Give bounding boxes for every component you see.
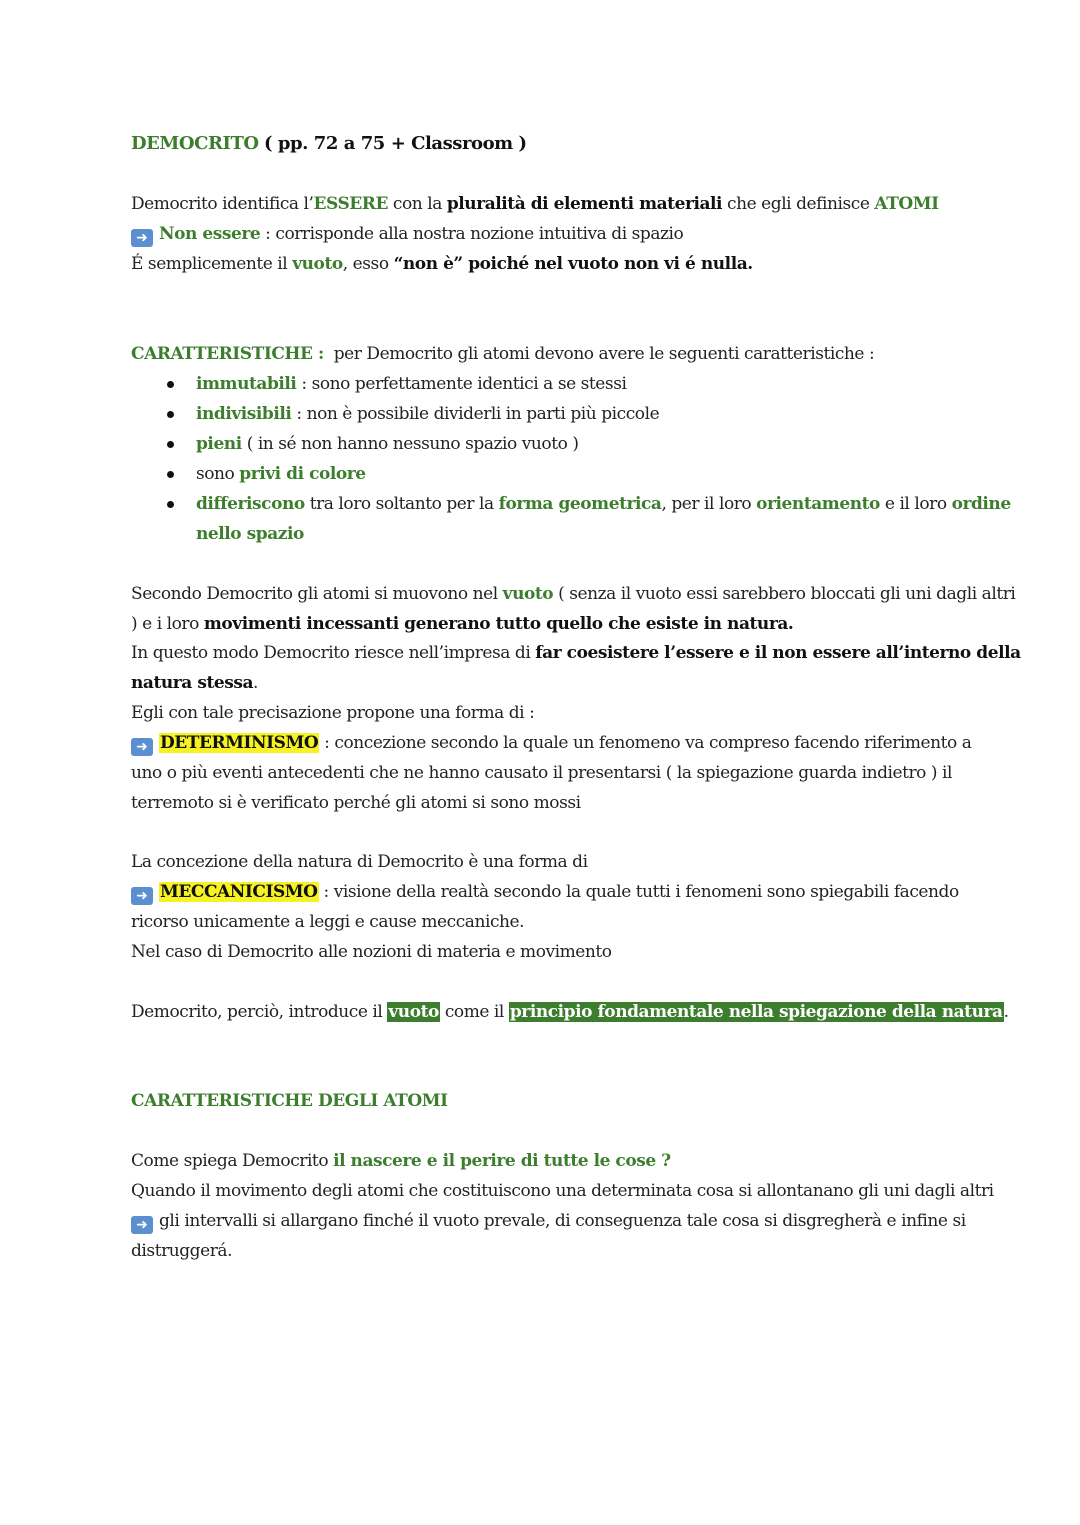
movimento-line-8: terremoto si è verificato perché gli atomi si sono mossi: [131, 793, 581, 813]
movimento-line-1: Secondo Democrito gli atomi si muovono nel vuoto ( senza il vuoto essi sarebbero bloccati gli uni dagli altri: [131, 584, 1016, 604]
intro-line-1: Democrito identifica l’ESSERE con la pluralità di elementi materiali che egli definisce ATOMI: [131, 194, 939, 214]
atomi-heading: CARATTERISTICHE DEGLI ATOMI: [131, 1091, 448, 1111]
intro-line-3: É semplicemente il vuoto, esso “non è” poiché nel vuoto non vi é nulla.: [131, 254, 753, 274]
right-arrow-icon: ➜: [131, 229, 153, 247]
atomi-line-1: Come spiega Democrito il nascere e il perire di tutte le cose ?: [131, 1151, 671, 1171]
right-arrow-icon: ➜: [131, 738, 153, 756]
bullet-icon: [167, 381, 174, 388]
list-item: differiscono tra loro soltanto per la forma geometrica, per il loro orientamento e il loro ordine: [196, 494, 1011, 514]
bullet-icon: [167, 441, 174, 448]
meccanicismo-line-3: ricorso unicamente a leggi e cause meccaniche.: [131, 912, 525, 932]
determinismo-term: DETERMINISMO: [160, 733, 319, 753]
list-item: indivisibili : non è possibile dividerli in parti più piccole: [196, 404, 660, 424]
bullet-icon: [167, 471, 174, 478]
bullet-icon: [167, 411, 174, 418]
bullet-icon: [167, 501, 174, 508]
movimento-line-2: ) e i loro movimenti incessanti generano tutto quello che esiste in natura.: [131, 614, 794, 634]
page-title: [131, 133, 527, 155]
atomi-line-2: Quando il movimento degli atomi che costituiscono una determinata cosa si allontanano gli uni dagli altri: [131, 1181, 994, 1201]
movimento-line-7: uno o più eventi antecedenti che ne hanno causato il presentarsi ( la spiegazione guarda indietro ) il: [131, 763, 953, 783]
conclusione-line: Democrito, perciò, introduce il vuoto come il principio fondamentale nella spiegazione della natura.: [131, 1002, 1009, 1022]
intro-line-2: ➜ Non essere : corrisponde alla nostra nozione intuitiva di spazio: [131, 223, 683, 247]
list-item-continuation: nello spazio: [196, 524, 304, 544]
atomi-line-4: distruggerá.: [131, 1241, 233, 1261]
list-item: pieni ( in sé non hanno nessuno spazio vuoto ): [196, 434, 579, 454]
meccanicismo-term: MECCANICISMO: [160, 882, 318, 902]
meccanicismo-line-4: Nel caso di Democrito alle nozioni di materia e movimento: [131, 942, 612, 962]
list-item: sono privi di colore: [196, 464, 366, 484]
right-arrow-icon: ➜: [131, 1216, 153, 1234]
list-item: immutabili : sono perfettamente identici a se stessi: [196, 374, 627, 394]
right-arrow-icon: ➜: [131, 887, 153, 905]
title-ref: ( pp. 72 a 75 + Classroom ): [263, 133, 527, 154]
movimento-line-3: In questo modo Democrito riesce nell’impresa di far coesistere l’essere e il non essere all’interno della: [131, 643, 1021, 663]
atomi-line-3: ➜ gli intervalli si allargano finché il vuoto prevale, di conseguenza tale cosa si disgregherà e infine si: [131, 1210, 966, 1234]
movimento-line-5: Egli con tale precisazione propone una forma di :: [131, 703, 535, 723]
title-name: DEMOCRITO: [131, 133, 259, 154]
meccanicismo-line-1: La concezione della natura di Democrito è una forma di: [131, 852, 588, 872]
meccanicismo-line: ➜ MECCANICISMO : visione della realtà secondo la quale tutti i fenomeni sono spiegabili facendo: [131, 881, 959, 905]
movimento-line-4: natura stessa.: [131, 673, 258, 693]
caratteristiche-heading: CARATTERISTICHE : per Democrito gli atomi devono avere le seguenti caratteristiche :: [131, 344, 875, 364]
determinismo-line: ➜ DETERMINISMO : concezione secondo la quale un fenomeno va compreso facendo riferimento a: [131, 732, 971, 756]
